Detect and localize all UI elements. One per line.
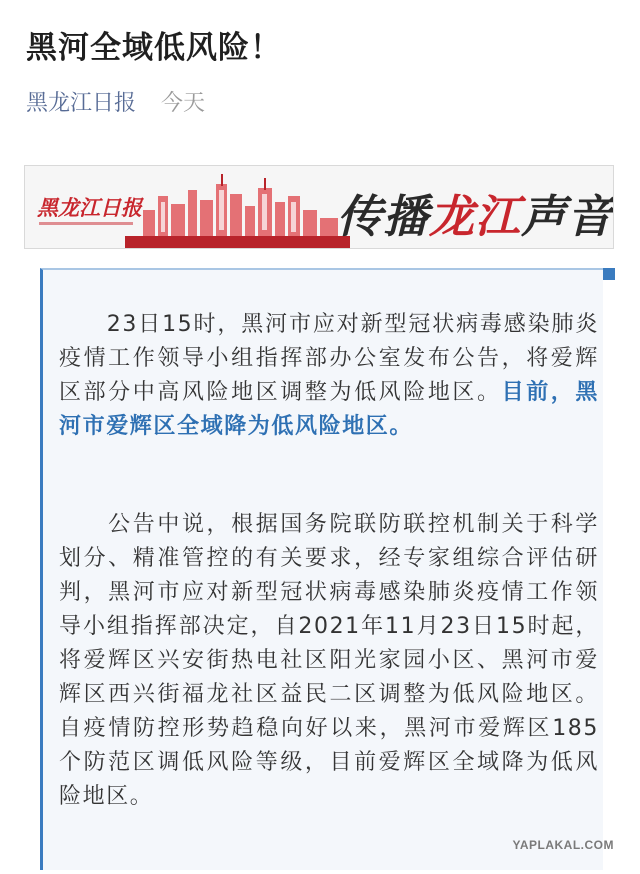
paragraph-1-text: 23日15时，黑河市应对新型冠状病毒感染肺炎疫情工作领导小组指挥部办公室发布公告，将爱辉区部分中高风险地区调整为低风险地区。 — [59, 312, 599, 405]
paragraph-2: 公告中说，根据国务院联防联控机制关于科学划分、精准管控的有关要求，经专家组综合评估研判，黑河市应对新型冠状病毒感染肺炎疫情工作领导小组指挥部决定，自2021年11月23日15时起，将爱辉区兴安街热电社区阳光家园小区、黑河市爱辉区西兴街福龙社区益民二区调整为低风险地区。自疫情防控形势趋稳向好以来，黑河市爱辉区185个防范区调低风险等级，目前爱辉区全域降为低风险地区。 — [59, 512, 599, 809]
newspaper-logo: 黑龙江日报 — [37, 195, 142, 220]
article-title: 黑河全域低风险！ — [26, 30, 282, 66]
city-skyline-illustration — [125, 166, 350, 248]
banner-slogan — [337, 180, 613, 245]
publish-date: 今天 — [161, 91, 206, 116]
paragraph-1-highlight: 目前，黑河市爱辉区全域降为低风险地区。 — [59, 380, 599, 439]
site-watermark: YAPLAKAL.COM — [512, 838, 614, 852]
article-meta — [26, 86, 205, 117]
slogan-part-2: 声音 — [521, 190, 614, 243]
slogan-accent: 龙江 — [429, 190, 522, 243]
box-corner-decoration — [603, 268, 615, 280]
paragraph-1 — [59, 308, 599, 444]
source-link[interactable]: 黑龙江日报 — [26, 91, 137, 116]
logo-underline — [39, 222, 133, 225]
slogan-part-1: 传播 — [337, 190, 430, 243]
header-banner-image — [24, 165, 614, 249]
article-body-box — [40, 268, 603, 870]
